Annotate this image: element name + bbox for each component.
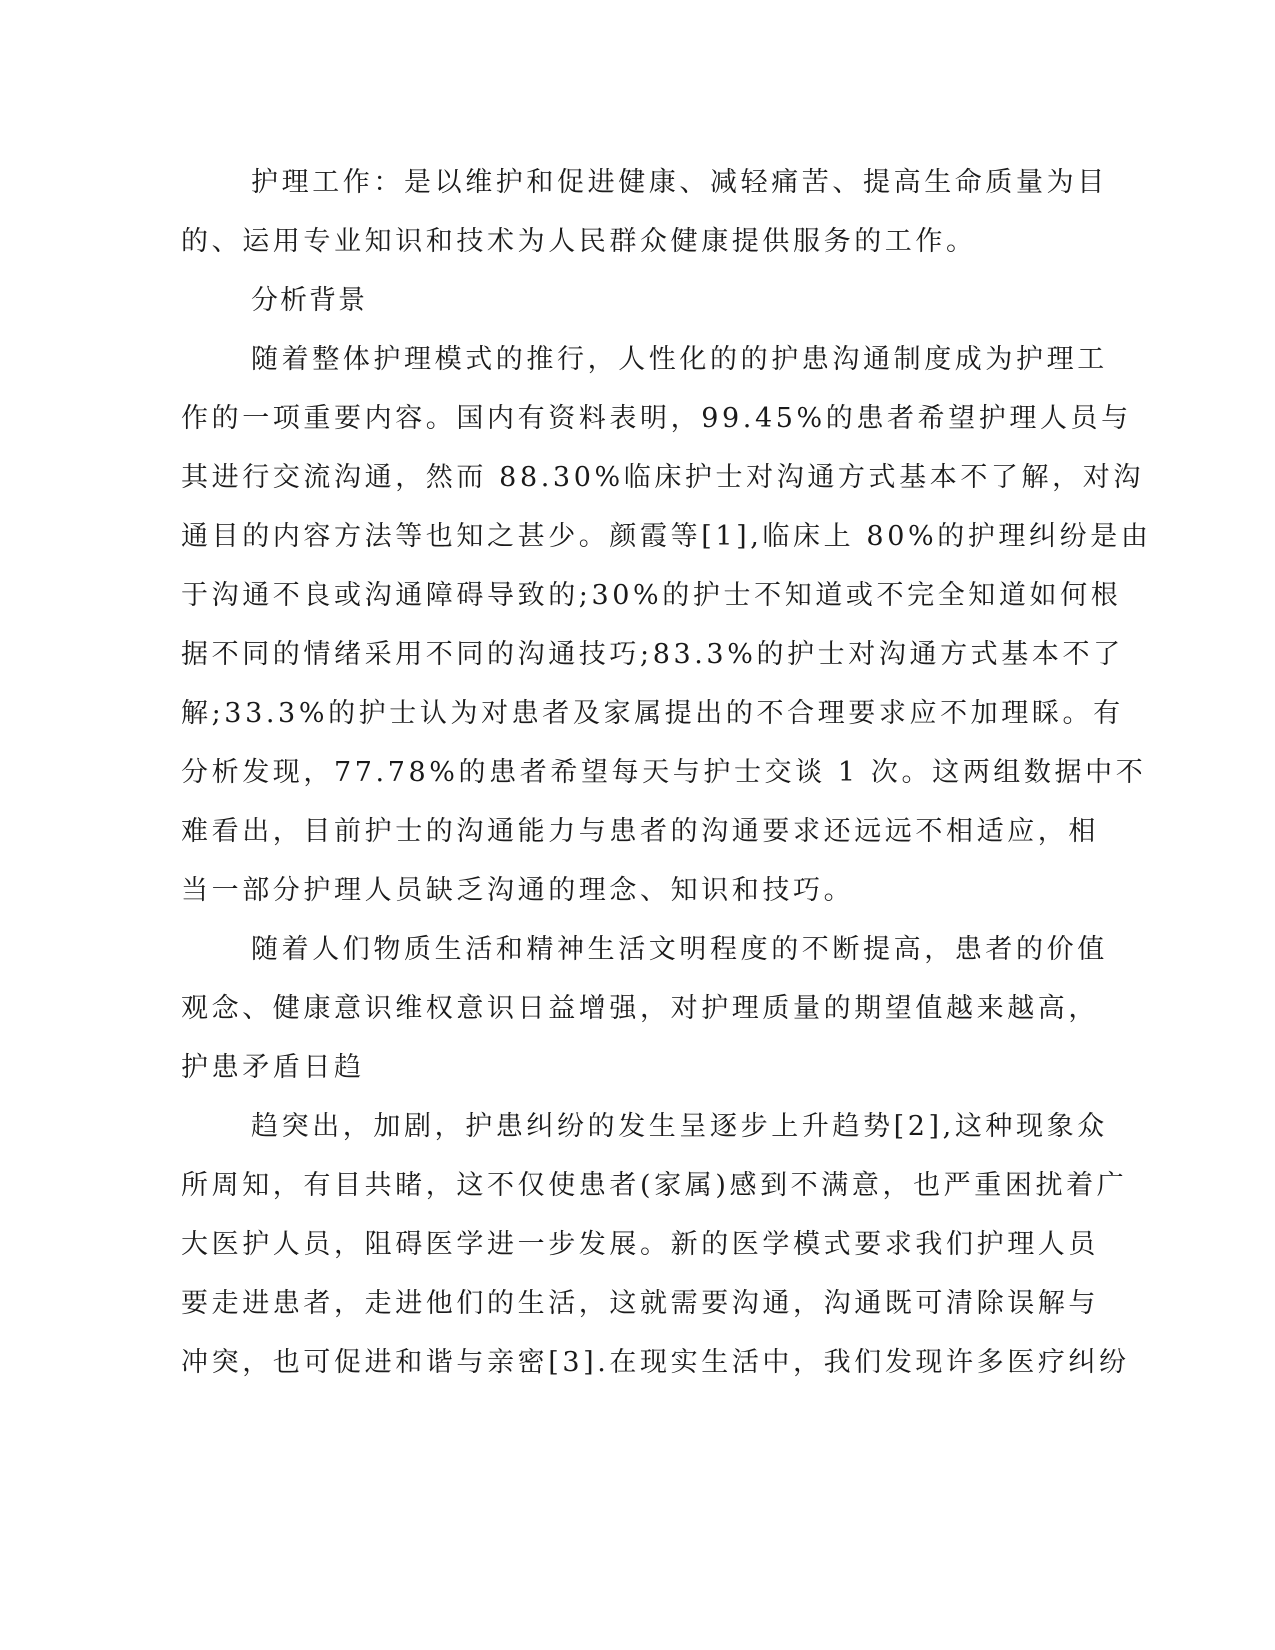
paragraph-values-line-3: 护患矛盾日趋 (181, 1052, 365, 1083)
paragraph-definition-line-2: 的、运用专业知识和技术为人民群众健康提供服务的工作。 (181, 226, 977, 257)
paragraph-background-line-3: 其进行交流沟通，然而 88.30%临床护士对沟通方式基本不了解，对沟 (181, 462, 1144, 493)
paragraph-background-line-10: 当一部分护理人员缺乏沟通的理念、知识和技巧。 (181, 875, 855, 906)
document-page (181, 158, 1152, 1397)
paragraph-disputes-line-1: 趋突出，加剧，护患纠纷的发生呈逐步上升趋势[2],这种现象众 (251, 1111, 1108, 1142)
paragraph-values-line-1: 随着人们物质生活和精神生活文明程度的不断提高，患者的价值 (251, 934, 1108, 965)
paragraph-background-line-7: 解;33.3%的护士认为对患者及家属提出的不合理要求应不加理睬。有 (181, 698, 1124, 729)
section-heading: 分析背景 (251, 285, 367, 316)
paragraph-background-line-5: 于沟通不良或沟通障碍导致的;30%的护士不知道或不完全知道如何根 (181, 580, 1122, 611)
paragraph-disputes-line-3: 大医护人员，阻碍医学进一步发展。新的医学模式要求我们护理人员 (181, 1229, 1099, 1260)
paragraph-background-line-2: 作的一项重要内容。国内有资料表明，99.45%的患者希望护理人员与 (181, 403, 1132, 434)
paragraph-background-line-8: 分析发现，77.78%的患者希望每天与护士交谈 1 次。这两组数据中不 (181, 757, 1147, 788)
paragraph-background-line-6: 据不同的情绪采用不同的沟通技巧;83.3%的护士对沟通方式基本不了 (181, 639, 1124, 670)
paragraph-background-line-9: 难看出，目前护士的沟通能力与患者的沟通要求还远远不相适应，相 (181, 816, 1099, 847)
paragraph-definition-line-1: 护理工作：是以维护和促进健康、减轻痛苦、提高生命质量为目 (251, 167, 1108, 198)
paragraph-values-line-2: 观念、健康意识维权意识日益增强，对护理质量的期望值越来越高， (181, 993, 1099, 1024)
paragraph-disputes-line-2: 所周知，有目共睹，这不仅使患者(家属)感到不满意，也严重困扰着广 (181, 1170, 1128, 1201)
paragraph-disputes-line-5: 冲突，也可促进和谐与亲密[3].在现实生活中，我们发现许多医疗纠纷 (181, 1347, 1130, 1378)
paragraph-disputes-line-4: 要走进患者，走进他们的生活，这就需要沟通，沟通既可清除误解与 (181, 1288, 1099, 1319)
paragraph-background-line-4: 通目的内容方法等也知之甚少。颜霞等[1],临床上 80%的护理纠纷是由 (181, 521, 1152, 552)
paragraph-background-line-1: 随着整体护理模式的推行，人性化的的护患沟通制度成为护理工 (251, 344, 1108, 375)
